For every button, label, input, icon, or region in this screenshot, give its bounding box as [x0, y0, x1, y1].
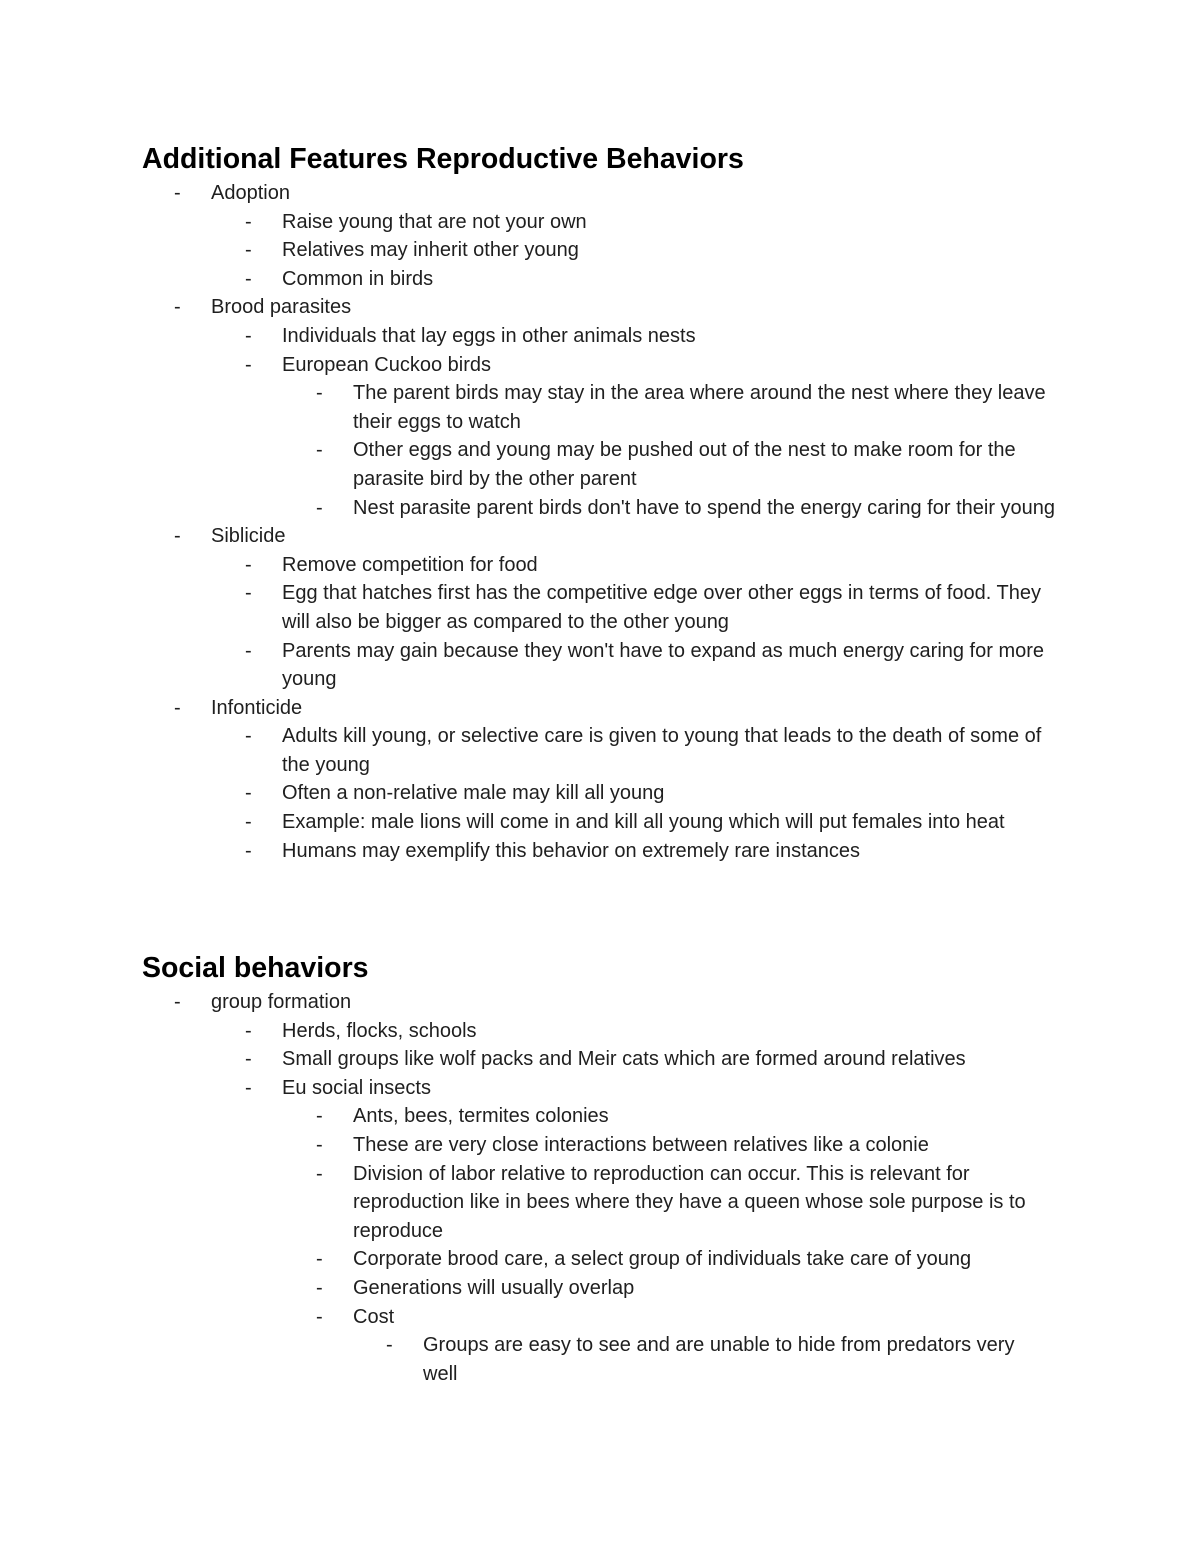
list-item — [0, 1102, 1061, 1131]
list-item — [0, 265, 1054, 294]
list-item — [0, 1131, 1061, 1160]
list-item — [0, 1017, 1054, 1046]
list-item-text: Adults kill young, or selective care is given to young that leads to the death of some of the young — [282, 725, 1042, 776]
list-item-text: Siblicide — [211, 525, 286, 548]
bullet-dash: - — [316, 439, 323, 462]
list-item — [0, 494, 1061, 523]
list-item-text: Egg that hatches first has the competitive edge over other eggs in terms of food. They will also be bigger as compared to the other young — [282, 582, 1041, 633]
list-item — [0, 779, 1054, 808]
bullet-dash: - — [245, 324, 252, 347]
bullet-dash: - — [245, 582, 252, 605]
list-item — [0, 1331, 1023, 1388]
list-item-text: Infonticide — [211, 696, 303, 719]
list-item-text: Generations will usually overlap — [353, 1276, 635, 1299]
bullet-dash: - — [174, 296, 181, 319]
list-item-text: European Cuckoo birds — [282, 353, 492, 376]
bullet-dash: - — [316, 382, 323, 405]
bullet-dash: - — [245, 782, 252, 805]
list-item — [0, 322, 1054, 351]
bullet-list-reproductive — [0, 179, 1200, 865]
list-item — [0, 637, 1054, 694]
list-item — [0, 1274, 1061, 1303]
list-item — [0, 579, 1054, 636]
list-item-text: Adoption — [211, 182, 290, 204]
bullet-dash: - — [174, 696, 181, 719]
bullet-dash: - — [245, 725, 252, 748]
list-item-text: Ants, bees, termites colonies — [353, 1105, 609, 1128]
bullet-dash: - — [316, 1276, 323, 1299]
bullet-dash: - — [245, 210, 252, 233]
list-item-text: Raise young that are not your own — [282, 210, 587, 233]
list-item-text: The parent birds may stay in the area where around the nest where they leave their eggs to watch — [353, 382, 1046, 433]
bullet-dash: - — [245, 839, 252, 862]
list-item — [0, 208, 1054, 237]
bullet-dash: - — [245, 1019, 252, 1042]
list-item-text: Humans may exemplify this behavior on extremely rare instances — [282, 839, 861, 862]
bullet-dash: - — [245, 1048, 252, 1071]
list-item — [0, 1160, 1061, 1246]
list-item-text: Parents may gain because they won't have to expand as much energy caring for more young — [282, 639, 1045, 691]
bullet-dash: - — [245, 553, 252, 576]
list-item-text: Corporate brood care, a select group of individuals take care of young — [353, 1248, 972, 1271]
list-item — [0, 1303, 1061, 1332]
list-item-text: Small groups like wolf packs and Meir cats which are formed around relatives — [282, 1048, 966, 1071]
list-item-text: Other eggs and young may be pushed out of the nest to make room for the parasite bird by the other parent — [353, 439, 1016, 490]
bullet-dash: - — [245, 267, 252, 290]
list-item — [0, 1045, 1054, 1074]
list-item-text: Groups are easy to see and are unable to hide from predators very well — [423, 1334, 1015, 1385]
list-item-text: Remove competition for food — [282, 553, 538, 576]
bullet-list-social — [0, 988, 1200, 1388]
list-item — [0, 1245, 1061, 1274]
list-item — [0, 522, 1051, 551]
list-item-text: These are very close interactions between relatives like a colonie — [353, 1133, 929, 1156]
bullet-dash: - — [174, 991, 181, 1013]
bullet-dash: - — [245, 353, 252, 376]
list-item-text: Example: male lions will come in and kill all young which will put females into heat — [282, 811, 1005, 834]
bullet-dash: - — [316, 496, 323, 519]
list-item-text: Eu social insects — [282, 1076, 431, 1099]
bullet-dash: - — [316, 1248, 323, 1271]
list-item-text: Herds, flocks, schools — [282, 1019, 477, 1042]
list-item — [0, 1074, 1054, 1103]
list-item — [0, 988, 1051, 1017]
list-item-text: Nest parasite parent birds don't have to spend the energy caring for their young — [353, 496, 1056, 519]
bullet-dash: - — [245, 811, 252, 834]
bullet-dash: - — [245, 1076, 252, 1099]
list-item — [0, 293, 1051, 322]
list-item-text: Often a non-relative male may kill all young — [282, 782, 665, 805]
list-item — [0, 837, 1054, 866]
bullet-dash: - — [316, 1162, 323, 1185]
list-item-text: Division of labor relative to reproduction can occur. This is relevant for reproduction like in bees where they have a queen whose sole purpose is to reproduce — [353, 1162, 1026, 1242]
list-item — [0, 436, 1061, 493]
list-item-text: Common in birds — [282, 267, 434, 290]
bullet-dash: - — [316, 1133, 323, 1156]
bullet-dash: - — [174, 182, 181, 204]
list-item — [0, 379, 1061, 436]
list-item — [0, 551, 1054, 580]
list-item — [0, 179, 1051, 208]
list-item-text: Relatives may inherit other young — [282, 239, 579, 262]
bullet-dash: - — [174, 525, 181, 548]
section-heading-reproductive: Additional Features Reproductive Behaviors — [142, 143, 744, 175]
list-item — [0, 236, 1054, 265]
list-item-text: Brood parasites — [211, 296, 352, 319]
list-item-text: group formation — [211, 991, 352, 1013]
list-item — [0, 694, 1051, 723]
bullet-dash: - — [386, 1334, 393, 1357]
bullet-dash: - — [245, 639, 252, 662]
list-item-text: Individuals that lay eggs in other animals nests — [282, 324, 696, 347]
list-item — [0, 808, 1054, 837]
list-item — [0, 722, 1054, 779]
bullet-dash: - — [316, 1105, 323, 1128]
list-item — [0, 351, 1054, 380]
bullet-dash: - — [245, 239, 252, 262]
list-item-text: Cost — [353, 1305, 395, 1328]
section-heading-social: Social behaviors — [142, 952, 369, 984]
bullet-dash: - — [316, 1305, 323, 1328]
